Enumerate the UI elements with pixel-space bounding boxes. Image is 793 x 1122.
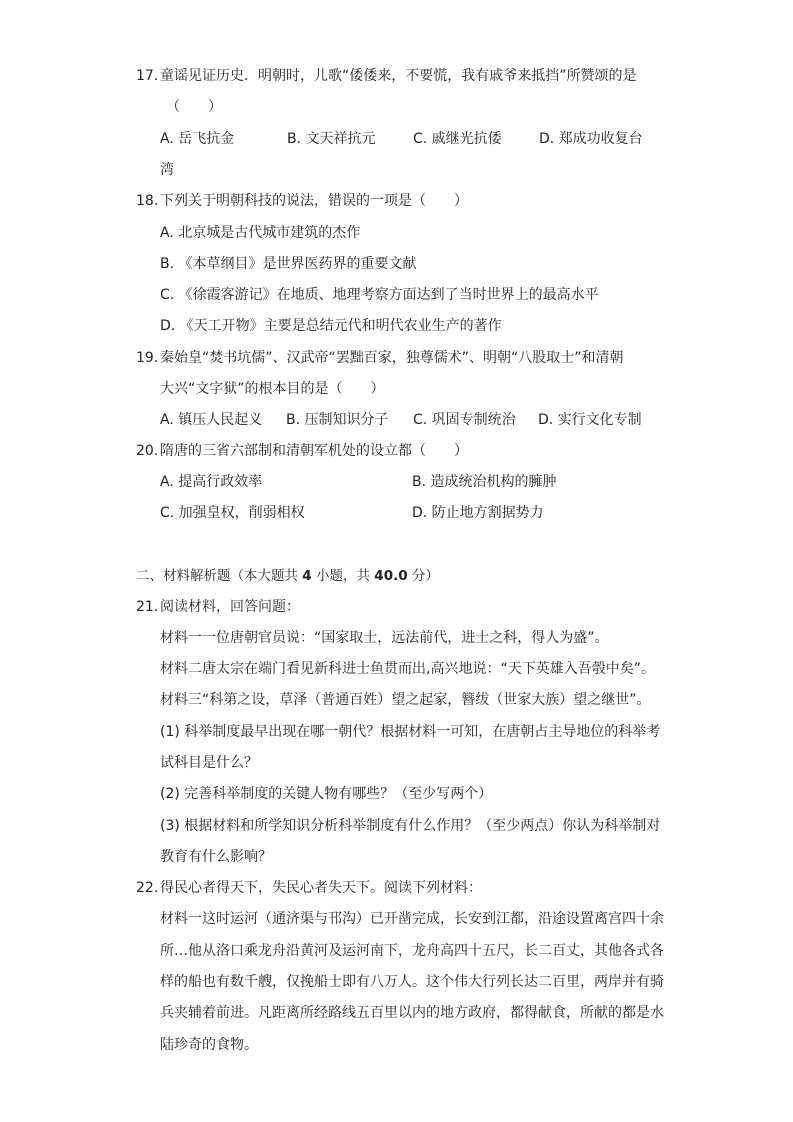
q18-option-d: D. 《天工开物》主要是总结元代和明代农业生产的著作 (160, 318, 502, 334)
q21-material-3: 材料三“科第之设，草泽（普通百姓）望之起家，簪绂（世家大族）望之继世”。 (160, 692, 651, 708)
q18-option-b: B. 《本草纲目》是世界医药界的重要文献 (160, 256, 417, 272)
section-2-heading (136, 567, 439, 585)
q22-material-line5: 陆珍奇的食物。 (160, 1037, 258, 1053)
q18-number: 18. (136, 193, 159, 209)
q18-option-c: C. 《徐霞客游记》在地质、地理考察方面达到了当时世界上的最高水平 (160, 287, 599, 303)
q17-option-d-continued: 湾 (160, 162, 174, 178)
q21-intro: 阅读材料，回答问题： (160, 599, 300, 615)
q17-stem: 童谣见证历史．明朝时，儿歌“倭倭来，不要慌，我有戚爷来抵挡”所赞颂的是 (160, 68, 637, 84)
q21-number: 21. (136, 599, 159, 615)
q21-sub1-line2: 试科目是什么？ (160, 755, 258, 771)
q22-intro: 得民心者得天下，失民心者失天下。阅读下列材料： (160, 880, 482, 896)
q19-option-a: A. 镇压人民起义 (160, 412, 263, 428)
q20-option-c: C. 加强皇权，削弱相权 (160, 505, 305, 521)
q19-stem-line1: 秦始皇“焚书坑儒”、汉武帝“罢黜百家，独尊儒术”、明朝“八股取士”和清朝 (160, 350, 624, 366)
q22-material-line3: 样的船也有数千艘，仅挽船士即有八万人。这个伟大行列长达二百里，两岸并有骑 (160, 974, 664, 990)
q20-option-b: B. 造成统治机构的臃肿 (412, 474, 557, 490)
q22-number: 22. (136, 880, 159, 896)
q20-option-d: D. 防止地方割据势力 (412, 505, 544, 521)
q19-number: 19. (136, 350, 159, 366)
q21-material-2: 材料二唐太宗在端门看见新科进士鱼贯而出,高兴地说：“天下英雄入吾彀中矣”。 (160, 661, 655, 677)
q21-sub2: (2) 完善科举制度的关键人物有哪些？（至少写两个） (160, 786, 493, 802)
q22-material-line1: 材料一这时运河（通济渠与邗沟）已开凿完成，长安到江都，沿途设置离宫四十余 (160, 911, 664, 927)
q17-option-b: B. 文天祥抗元 (287, 131, 376, 147)
section-2-mid: 小题，共 (311, 568, 375, 584)
section-2-suffix: 分） (407, 568, 439, 584)
q19-option-d: D. 实行文化专制 (538, 412, 642, 428)
q17-option-a: A. 岳飞抗金 (160, 131, 235, 147)
q20-stem: 隋唐的三省六部制和清朝军机处的设立都（ ） (160, 443, 468, 459)
section-2-count: 4 (302, 568, 312, 584)
q21-material-1: 材料一一位唐朝官员说：“国家取士，远法前代，进士之科，得人为盛”。 (160, 630, 609, 646)
q22-material-line2: 所…他从洛口乘龙舟沿黄河及运河南下，龙舟高四十五尺，长二百丈，其他各式各 (160, 943, 664, 959)
q19-option-c: C. 巩固专制统治 (413, 412, 516, 428)
q17-option-d: D. 郑成功收复台 (539, 131, 643, 147)
q22-material-line4: 兵夹辅着前进。凡距离所经路线五百里以内的地方政府，都得献食，所献的都是水 (160, 1005, 664, 1021)
q20-option-a: A. 提高行政效率 (160, 474, 263, 490)
q21-sub3-line1: (3) 根据材料和所学知识分析科举制度有什么作用？（至少两点）你认为科举制对 (160, 818, 661, 834)
q17-number: 17. (136, 68, 159, 84)
q19-option-b: B. 压制知识分子 (286, 412, 389, 428)
section-2-score: 40.0 (374, 568, 408, 584)
q20-number: 20. (136, 443, 159, 459)
q21-sub3-line2: 教育有什么影响？ (160, 849, 272, 865)
q19-stem-line2: 大兴“文字狱”的根本目的是（ ） (160, 381, 385, 397)
q21-sub1-line1: (1) 科举制度最早出现在哪一朝代？根据材料一可知，在唐朝占主导地位的科举考 (160, 724, 661, 740)
section-2-prefix: 二、材料解析题（本大题共 (136, 568, 303, 584)
q17-option-c: C. 戚继光抗倭 (413, 131, 502, 147)
q18-stem: 下列关于明朝科技的说法，错误的一项是（ ） (160, 193, 468, 209)
q17-paren: （ ） (166, 99, 222, 115)
q18-option-a: A. 北京城是古代城市建筑的杰作 (160, 225, 361, 241)
